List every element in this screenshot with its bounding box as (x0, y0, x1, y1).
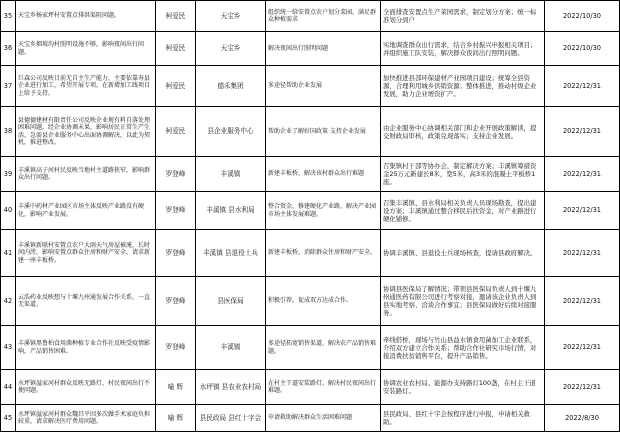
progress-result: 实地调查群众出行需求，结合乡村振兴申报相关项目；并组织施工队安装，解决群众夜间出行照明问题。 (381, 32, 545, 66)
deadline-date: 2022/12/31 (545, 107, 620, 157)
measure: 积极引荐，促成双方达成合作。 (266, 277, 381, 326)
row-number: 36 (1, 32, 16, 66)
progress-result: 加快推进县部环保建材产业园项目建设；统筹全县资源，合理利用城乡供销资源；整体推进，推动村级企业发展，助力企业增资扩产。 (381, 66, 545, 107)
responsible-unit: 天宝乡 (196, 1, 266, 32)
responsible-unit: 丰溪镇 (196, 157, 266, 192)
row-number: 44 (1, 370, 16, 405)
measure: 多途径帮助企业发展 (266, 66, 381, 107)
problem-content: 水坪镇溢家河村群众魏昌平因多次做手术家庭负担较重，请求解决医疗费用问题。 (16, 405, 156, 432)
deadline-date: 2022/12/31 (545, 66, 620, 107)
measure: 多途径拓宽销售渠道，解决农产品销售难题。 (266, 326, 381, 370)
progress-result: 协调农业农村局、能源办支持路灯100盏，在村主干道安装路灯。 (381, 370, 545, 405)
row-number: 43 (1, 326, 16, 370)
problem-content: 丰溪镇黑鲁柏食用菌种植专业合作社反映受疫情影响，产品销售困难。 (16, 326, 156, 370)
responsible-unit: 县企业服务中心 (196, 107, 266, 157)
measure: 解决夜间出行照明问题 (266, 32, 381, 66)
problem-content: 云浩药业反映想与十堰九州通发展合作关系，一直无渠道。 (16, 277, 156, 326)
responsible-person: 喻 辉 (156, 405, 196, 432)
measure: 新建丰板桥，解决该村群众出行难题 (266, 157, 381, 192)
deadline-date: 2022/12/31 (545, 370, 620, 405)
deadline-date: 2022/8/30 (545, 405, 620, 432)
responsible-person: 柯爱民 (156, 1, 196, 32)
progress-result: 召集丰溪镇、县水利局相关负责人员现场勘查，提出建设方案；丰溪镇通过整合移民后扶资金，对产业路进行硬化铺修。 (381, 192, 545, 230)
row-number: 35 (1, 1, 16, 32)
row-number: 40 (1, 192, 16, 230)
table-row (1, 405, 620, 432)
responsible-unit: 丰溪镇 县退役士兵 (196, 230, 266, 277)
table-row (1, 66, 620, 107)
measure: 申请救助解决群众生活困难问题 (266, 405, 381, 432)
responsible-person: 罗登峰 (156, 157, 196, 192)
problem-content: 巨森公司反映目前无自主生产能力，主要依靠寿县企业进行加工，希望开展专项，在新增加工线项目上给予支持。 (16, 66, 156, 107)
problem-content: 县德德建材有限责任公司反映企业规有料自落处理困难问题，经企业协调未果，影响居民正常生产生活，急需县企业服务中心出面协调解决，以此为契机，推进整改。 (16, 107, 156, 157)
measure: 整合资金，修建硬化产业路，解决产业园市场主体发展难题。 (266, 192, 381, 230)
table-row (1, 1, 620, 32)
row-number: 37 (1, 66, 16, 107)
responsible-unit: 丰溪镇 (196, 326, 266, 370)
deadline-date: 2022/12/31 (545, 277, 620, 326)
deadline-date: 2022/10/30 (545, 1, 620, 32)
deadline-date: 2022/10/30 (545, 32, 620, 66)
measure: 新建丰板桥，消除群众住房和财产安全。 (266, 230, 381, 277)
table-row (1, 157, 620, 192)
measure: 在村主干道安装路灯，解决村民夜间出行难题。 (266, 370, 381, 405)
problem-content: 天宝乡杨家坪村安置点排洪渠阻问题。 (16, 1, 156, 32)
responsible-person: 罗登峰 (156, 230, 196, 277)
responsible-unit: 德禾集团 (196, 66, 266, 107)
row-number: 41 (1, 230, 16, 277)
progress-result: 协调丰溪镇、县退役士兵现场核查，提请县政府解决。 (381, 230, 545, 277)
row-number: 38 (1, 107, 16, 157)
measure: 帮助企业了解好国政策 支持企业发展 (266, 107, 381, 157)
responsible-unit: 天宝乡 (196, 32, 266, 66)
responsible-person: 罗登峰 (156, 326, 196, 370)
responsible-unit: 水坪镇 县农业农村局 (196, 370, 266, 405)
responsible-unit: 县医保局 (196, 277, 266, 326)
problem-content: 丰溪中药材产业园区市场主体反映产业路没有硬化，影响产业发展。 (16, 192, 156, 230)
table-row (1, 326, 620, 370)
responsible-person: 柯爱民 (156, 66, 196, 107)
responsible-person: 罗登峰 (156, 192, 196, 230)
problem-content: 水坪镇溢家河村群众反映无路灯，村民夜间出行不便问题。 (16, 370, 156, 405)
table-row (1, 107, 620, 157)
responsible-person: 喻 辉 (156, 370, 196, 405)
progress-result: 协调县医保局了解情况；带领县医保局负责人到十堰九州通医药有限公司进行考察对接，邀请该企业负责人到县实地考察、洽谈合作事宜；县医保局做好后续对接服务。 (381, 277, 545, 326)
deadline-date: 2022/12/31 (545, 230, 620, 277)
row-number: 45 (1, 405, 16, 432)
table-row (1, 230, 620, 277)
problem-content: 丰溪镇高子河村民反映当地村主道路狭窄，影响群众出行问题。 (16, 157, 156, 192)
progress-result: 由企业服务中心协调相关部门和企业开展政策解读，提交财政局审核，政策兑现落实；支持企业发展。 (381, 107, 545, 157)
measure: 组织统一给安置点农户划分菜园，满足群众种植需求 (266, 1, 381, 32)
table-row (1, 32, 620, 66)
table-row (1, 277, 620, 326)
row-number: 39 (1, 157, 16, 192)
progress-result: 召集镇村干部等协办会，制定解决方案；丰溪镇筹措资金25万元新建长8米，宽5米，高3米的混凝土平板桥1座。 (381, 157, 545, 192)
problem-content: 天宝乡烟坡沟村照明设施不够，影响夜间出行问题。 (16, 32, 156, 66)
row-number: 42 (1, 277, 16, 326)
deadline-date: 2022/12/31 (545, 157, 620, 192)
responsible-person: 柯爱民 (156, 107, 196, 157)
responsible-unit: 丰溪镇 县水利局 (196, 192, 266, 230)
deadline-date: 2022/12/31 (545, 326, 620, 370)
responsible-person: 柯爱民 (156, 32, 196, 66)
progress-result: 牵线搭桥，现场与竹山县益水镇食用菌加工企业联系，介绍双方建立合作关系；帮助合作社研究市场行情，对接消费扶贫销售平台，提升产品销售。 (381, 326, 545, 370)
progress-result: 全面排查安置点生产菜园需求，制定划分方案；统一标准划分到户 (381, 1, 545, 32)
deadline-date: 2022/12/31 (545, 192, 620, 230)
progress-result: 县民政局、县红十字会按程序进行申报，申请相关救助。 (381, 405, 545, 432)
responsible-person: 罗登峰 (156, 277, 196, 326)
table-row (1, 192, 620, 230)
problem-content: 丰溪镇新联村安置点农户大雨天气房屋被淹，长时间内涝，影响安置点群众住房和财产安全，请求新建一座丰板桥。 (16, 230, 156, 277)
table-row (1, 370, 620, 405)
responsible-unit: 县民政局 县红十字会 (196, 405, 266, 432)
